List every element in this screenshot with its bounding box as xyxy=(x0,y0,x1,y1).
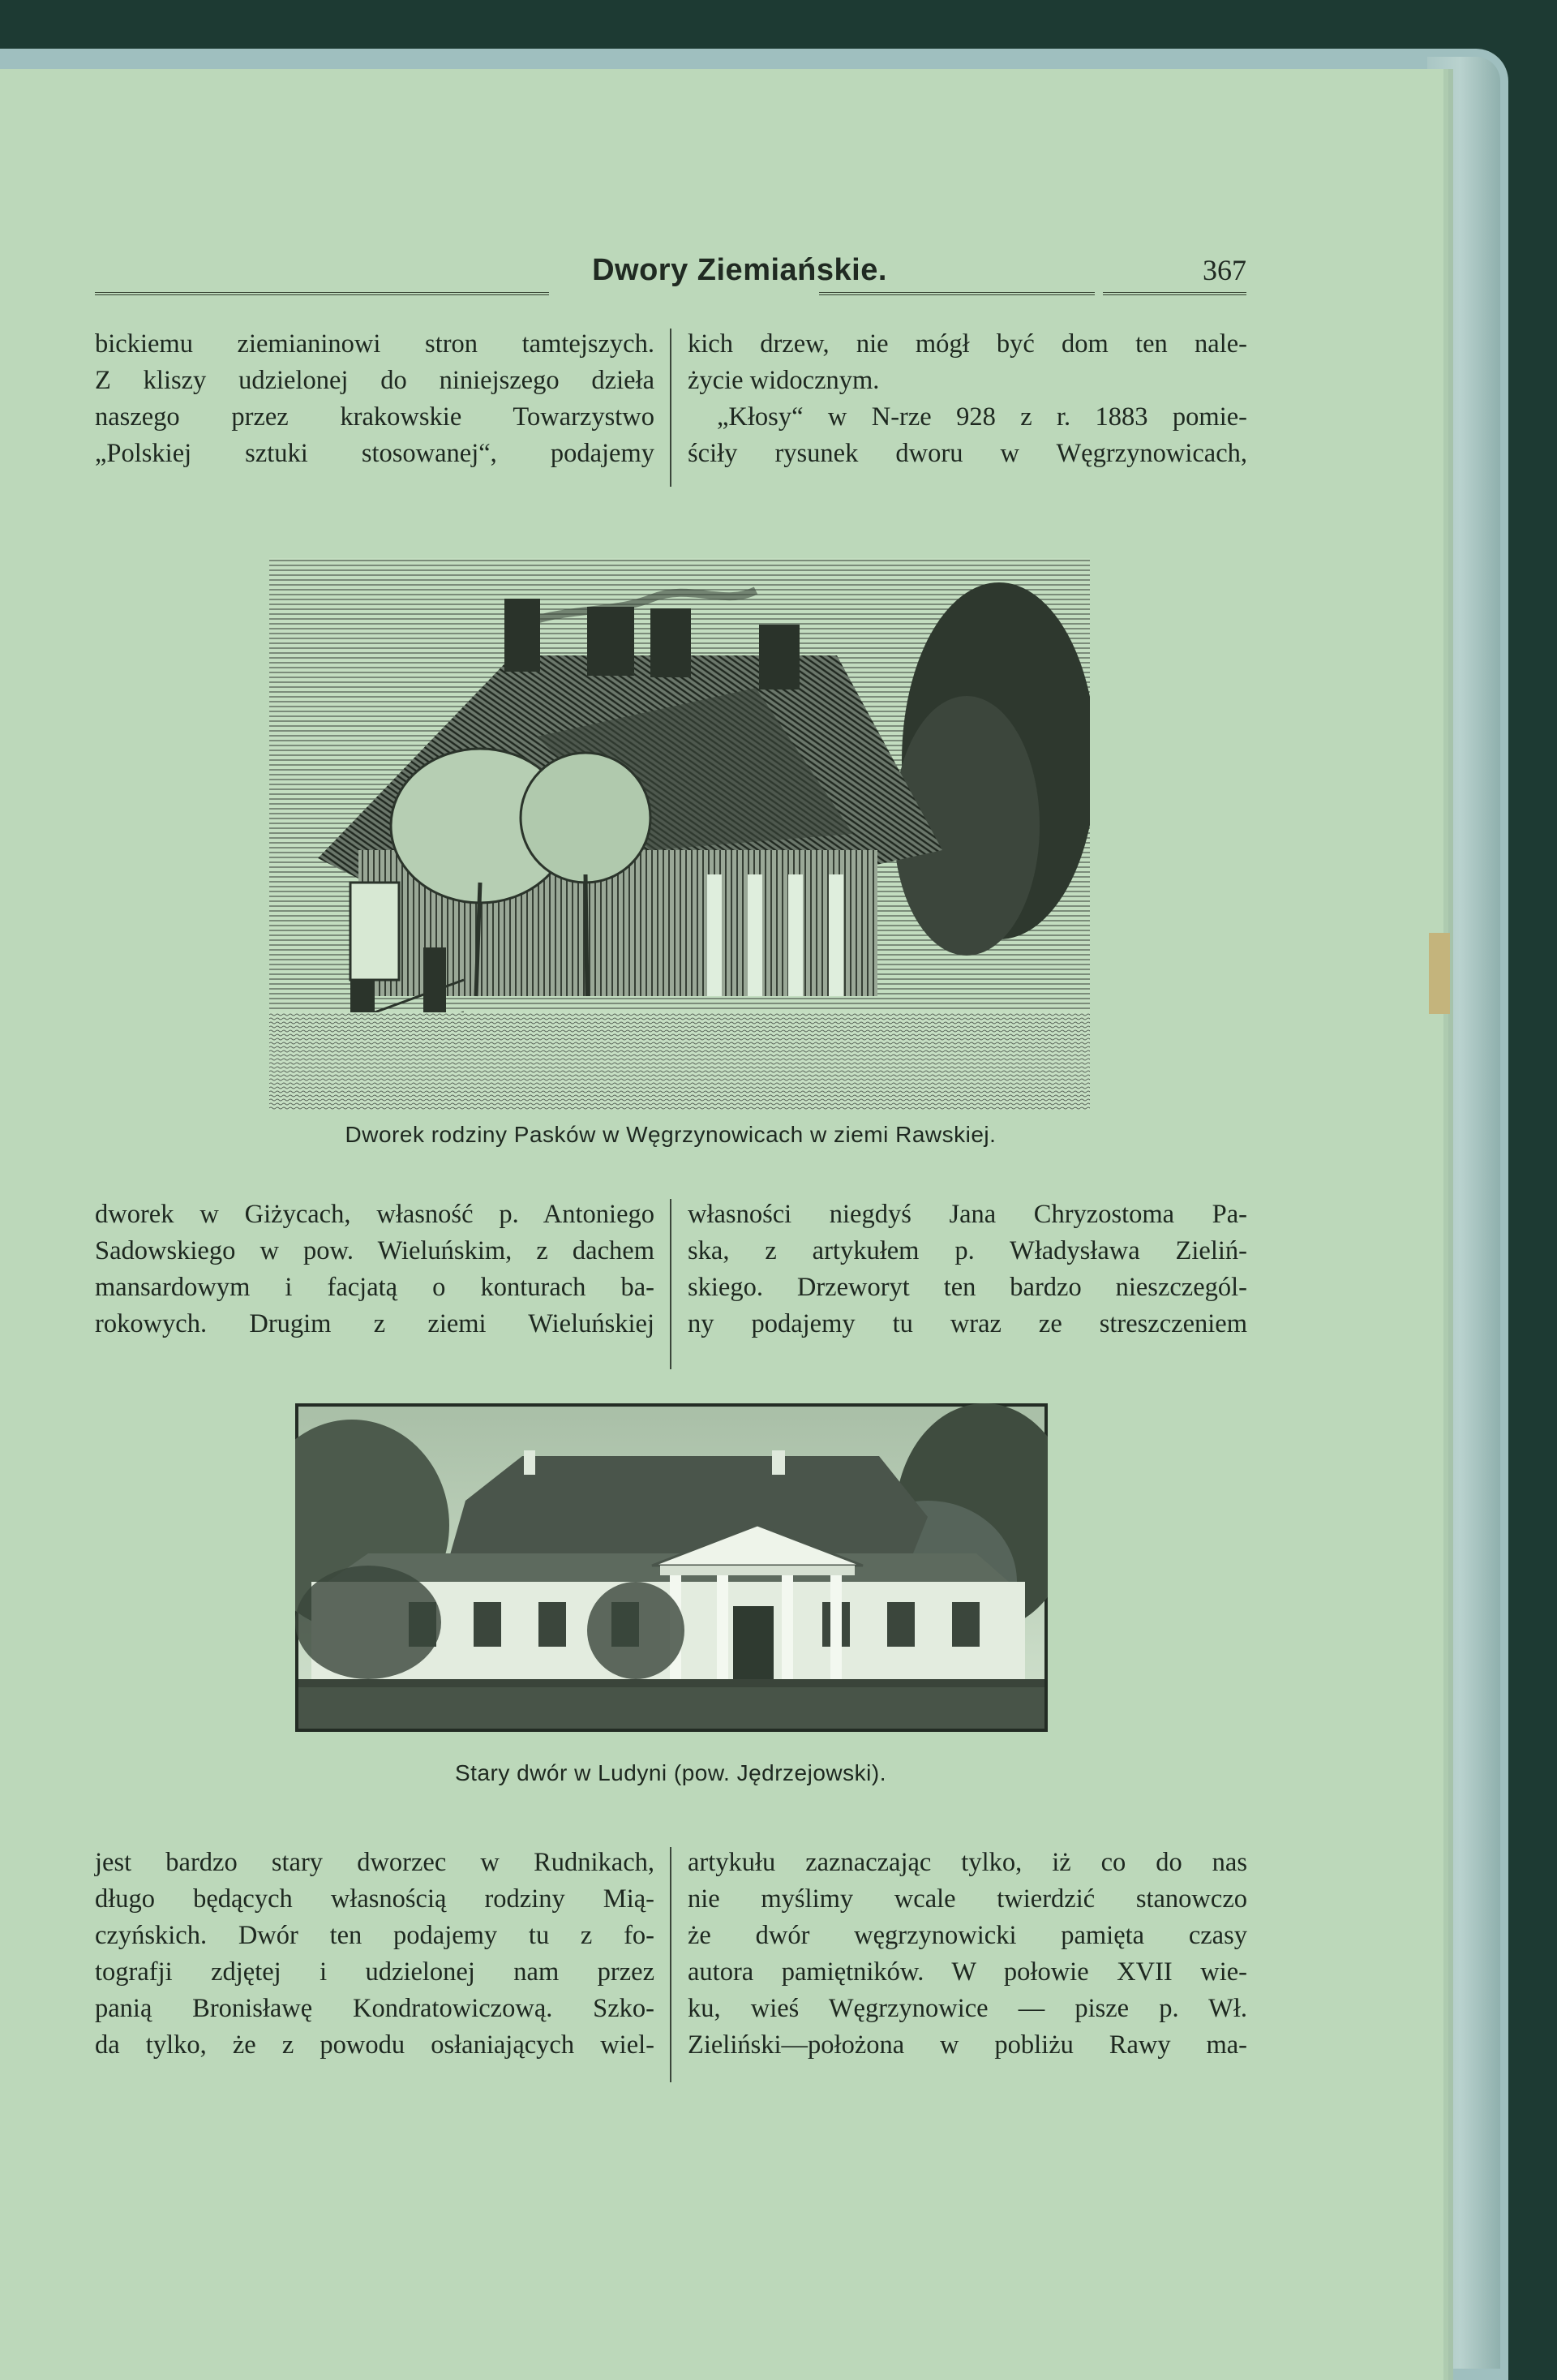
photo-ludynia xyxy=(295,1403,1048,1732)
column-divider xyxy=(670,329,671,487)
text-line: skiego. Drzeworyt ten bardzo nieszczegól- xyxy=(688,1273,1247,1302)
engraving-illustration xyxy=(269,558,1090,1110)
text-line: „Kłosy“ w N-rze 928 z r. 1883 pomie- xyxy=(717,402,1247,432)
text-line: Sadowskiego w pow. Wieluńskim, z dachem xyxy=(95,1236,654,1265)
top-left-column xyxy=(95,326,654,472)
figure-caption-1: Dworek rodziny Pasków w Węgrzynowicach w ziemi Rawskiej. xyxy=(345,1122,997,1147)
text-line: tografji zdjętej i udzielonej nam przez xyxy=(95,1957,654,1987)
text-line: naszego przez krakowskie Towarzystwo xyxy=(95,402,654,432)
text-line: rokowych. Drugim z ziemi Wieluńskiej xyxy=(95,1309,654,1338)
text-line: czyńskich. Dwór ten podajemy tu z fo- xyxy=(95,1921,654,1950)
middle-right-column xyxy=(688,1196,1247,1343)
text-line: bickiemu ziemianinowi stron tamtejszych. xyxy=(95,329,654,359)
top-right-column xyxy=(688,326,1247,472)
text-line: autora pamiętników. W połowie XVII wie- xyxy=(688,1957,1247,1987)
text-line: własności niegdyś Jana Chryzostoma Pa- xyxy=(688,1200,1247,1229)
header-rule-left xyxy=(95,292,549,295)
header-rule-right xyxy=(819,292,1095,295)
text-line: nie myślimy wcale twierdzić stanowczo xyxy=(688,1884,1247,1914)
bottom-left-column xyxy=(95,1845,654,2064)
page-title: Dwory Ziemiańskie. xyxy=(592,253,887,287)
photograph-illustration xyxy=(295,1403,1048,1732)
middle-left-column xyxy=(95,1196,654,1343)
text-line: ściły rysunek dworu w Węgrzynowicach, xyxy=(688,439,1247,468)
engraving-wegrzynowice xyxy=(269,558,1090,1110)
column-divider xyxy=(670,1847,671,2082)
column-divider xyxy=(670,1199,671,1369)
header-rule-far-right xyxy=(1103,292,1246,295)
text-line: ku, wieś Węgrzynowice — pisze p. Wł. xyxy=(688,1994,1247,2023)
text-line: „Polskiej sztuki stosowanej“, podajemy xyxy=(95,439,654,468)
text-line: życie widocznym. xyxy=(688,366,880,395)
page-tab-marker xyxy=(1429,933,1450,1014)
text-line: dworek w Giżycach, własność p. Antoniego xyxy=(95,1200,654,1229)
text-line: artykułu zaznaczając tylko, iż co do nas xyxy=(688,1848,1247,1877)
text-line: Zieliński—położona w pobliżu Rawy ma- xyxy=(688,2030,1247,2060)
text-line: jest bardzo stary dworzec w Rudnikach, xyxy=(95,1848,654,1877)
text-line: panią Bronisławę Kondratowiczową. Szko- xyxy=(95,1994,654,2023)
page-number: 367 xyxy=(1203,254,1246,286)
bottom-right-column xyxy=(688,1845,1247,2064)
text-line: ny podajemy tu wraz ze streszczeniem xyxy=(688,1309,1247,1338)
text-line: da tylko, że z powodu osłaniających wiel- xyxy=(95,2030,654,2060)
text-line: mansardowym i facjatą o konturach ba- xyxy=(95,1273,654,1302)
figure-caption-2: Stary dwór w Ludyni (pow. Jędrzejowski). xyxy=(455,1760,886,1785)
text-line: kich drzew, nie mógł być dom ten nale- xyxy=(688,329,1247,359)
text-line: długo będących własnością rodziny Mią- xyxy=(95,1884,654,1914)
text-line: Z kliszy udzielonej do niniejszego dzieła xyxy=(95,366,654,395)
text-line: ska, z artykułem p. Władysława Zieliń- xyxy=(688,1236,1247,1265)
text-line: że dwór węgrzynowicki pamięta czasy xyxy=(688,1921,1247,1950)
